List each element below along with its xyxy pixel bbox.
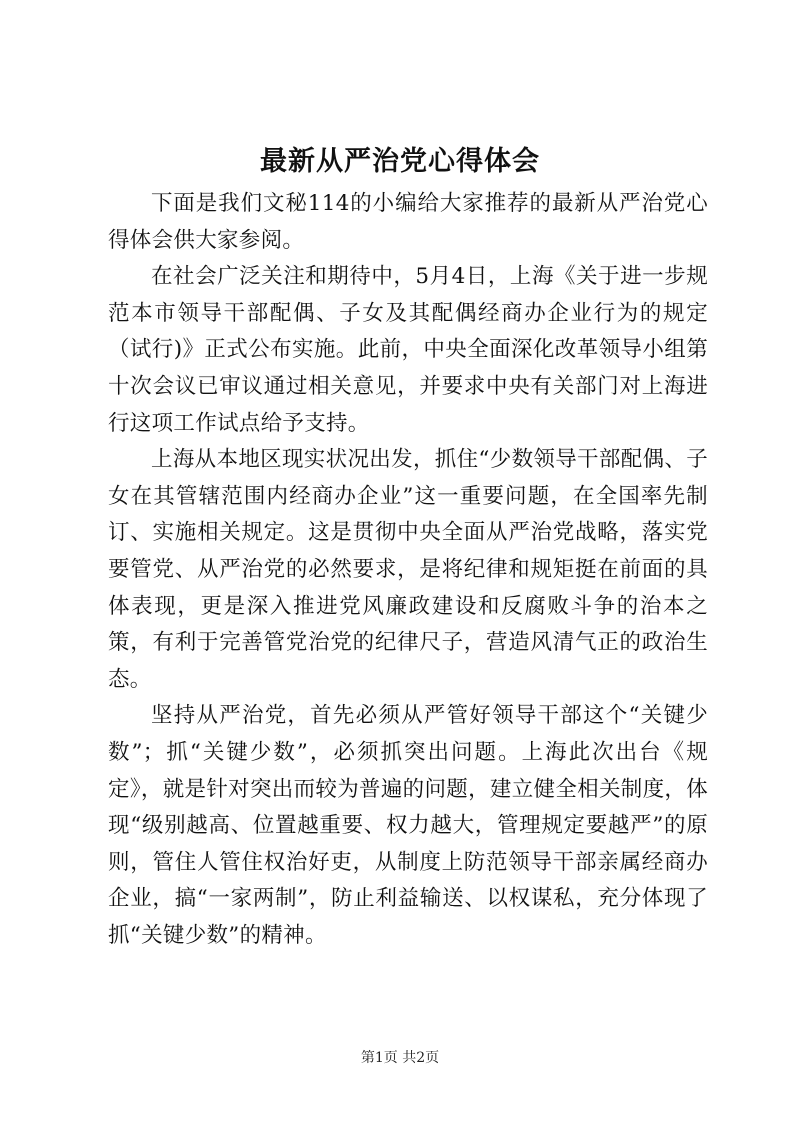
paragraph-key-minority: 坚持从严治党，首先必须从严管好领导干部这个“关键少数”；抓“关键少数”，必须抓突出问题。上海此次出台《规定》，就是针对突出而较为普遍的问题，建立健全相关制度，体现“级别越高、位置越重要、权力越大，管理规定要越严”的原则，管住人管住权治好吏，从制度上防范领导干部亲属经商办企业，搞“一家两制”，防止利益输送、以权谋私，充分体现了抓“关键少数”的精神。: [108, 703, 708, 948]
paragraph-regulation: 在社会广泛关注和期待中，5月4日，上海《关于进一步规范本市领导干部配偶、子女及其配偶经商办企业行为的规定（试行)》正式公布实施。此前，中央全面深化改革领导小组第十次会议已审议通过相关意见，并要求中央有关部门对上海进行这项工作试点给予支持。: [108, 264, 708, 436]
page-title: 最新从严治党心得体会: [260, 146, 540, 177]
paragraph-shanghai: 上海从本地区现实状况出发，抓住“少数领导干部配偶、子女在其管辖范围内经商办企业”这一重要问题，在全国率先制订、实施相关规定。这是贯彻中央全面从严治党战略，落实党要管党、从严治党的必然要求，是将纪律和规矩挺在前面的具体表现，更是深入推进党风廉政建设和反腐败斗争的治本之策，有利于完善管党治党的纪律尺子，营造风清气正的政治生态。: [108, 447, 708, 692]
document-body: [108, 186, 708, 954]
paragraph-intro: 下面是我们文秘114的小编给大家推荐的最新从严治党心得体会供大家参阅。: [108, 191, 708, 253]
page-footer: 第1页 共2页: [360, 1050, 440, 1066]
